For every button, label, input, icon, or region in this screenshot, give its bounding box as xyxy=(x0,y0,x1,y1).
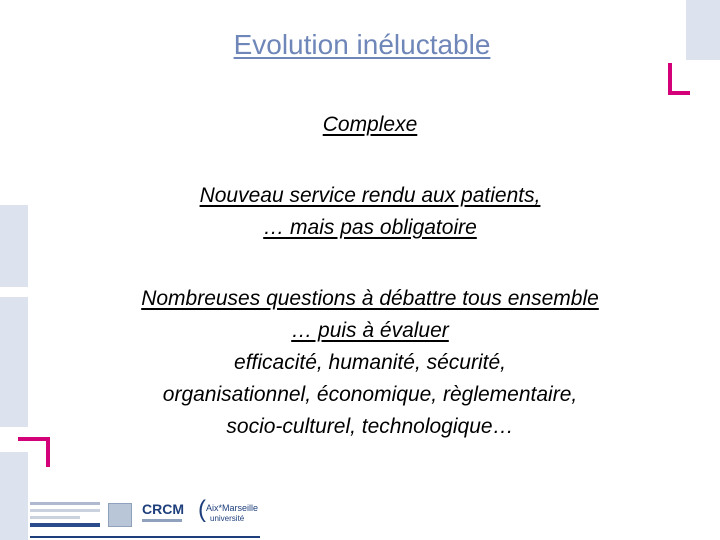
slide-title: Evolution inéluctable xyxy=(233,29,491,60)
point-line: … puis à évaluer xyxy=(291,319,449,342)
point-line: Nouveau service rendu aux patients, xyxy=(199,184,541,207)
point-complexe xyxy=(40,109,700,141)
decorative-bar-left-1 xyxy=(0,205,28,287)
amu-logo-line2: université xyxy=(210,514,245,523)
criteria-line: socio-culturel, technologique… xyxy=(226,415,514,438)
partner-logo xyxy=(108,503,132,527)
amu-logo-line1: Aix*Marseille xyxy=(206,503,259,513)
crcm-logo: CRCM xyxy=(142,501,184,517)
amu-logo: ( Aix*Marseille université xyxy=(198,496,259,523)
point-nouveau-service xyxy=(40,180,700,244)
footer-line xyxy=(30,536,260,538)
institute-logo xyxy=(30,499,102,529)
point-line: Complexe xyxy=(322,113,418,136)
point-line: Nombreuses questions à débattre tous ensemble xyxy=(141,287,599,310)
decorative-bar-left-2 xyxy=(0,297,28,427)
point-line: … mais pas obligatoire xyxy=(263,216,477,239)
criteria-line: organisationnel, économique, règlementaire, xyxy=(162,383,578,406)
point-questions xyxy=(40,283,700,443)
footer-logos xyxy=(30,495,270,540)
crcm-logo-subtitle xyxy=(142,519,182,522)
corner-bracket-top-right xyxy=(668,63,690,95)
criteria-line: efficacité, humanité, sécurité, xyxy=(234,351,506,374)
